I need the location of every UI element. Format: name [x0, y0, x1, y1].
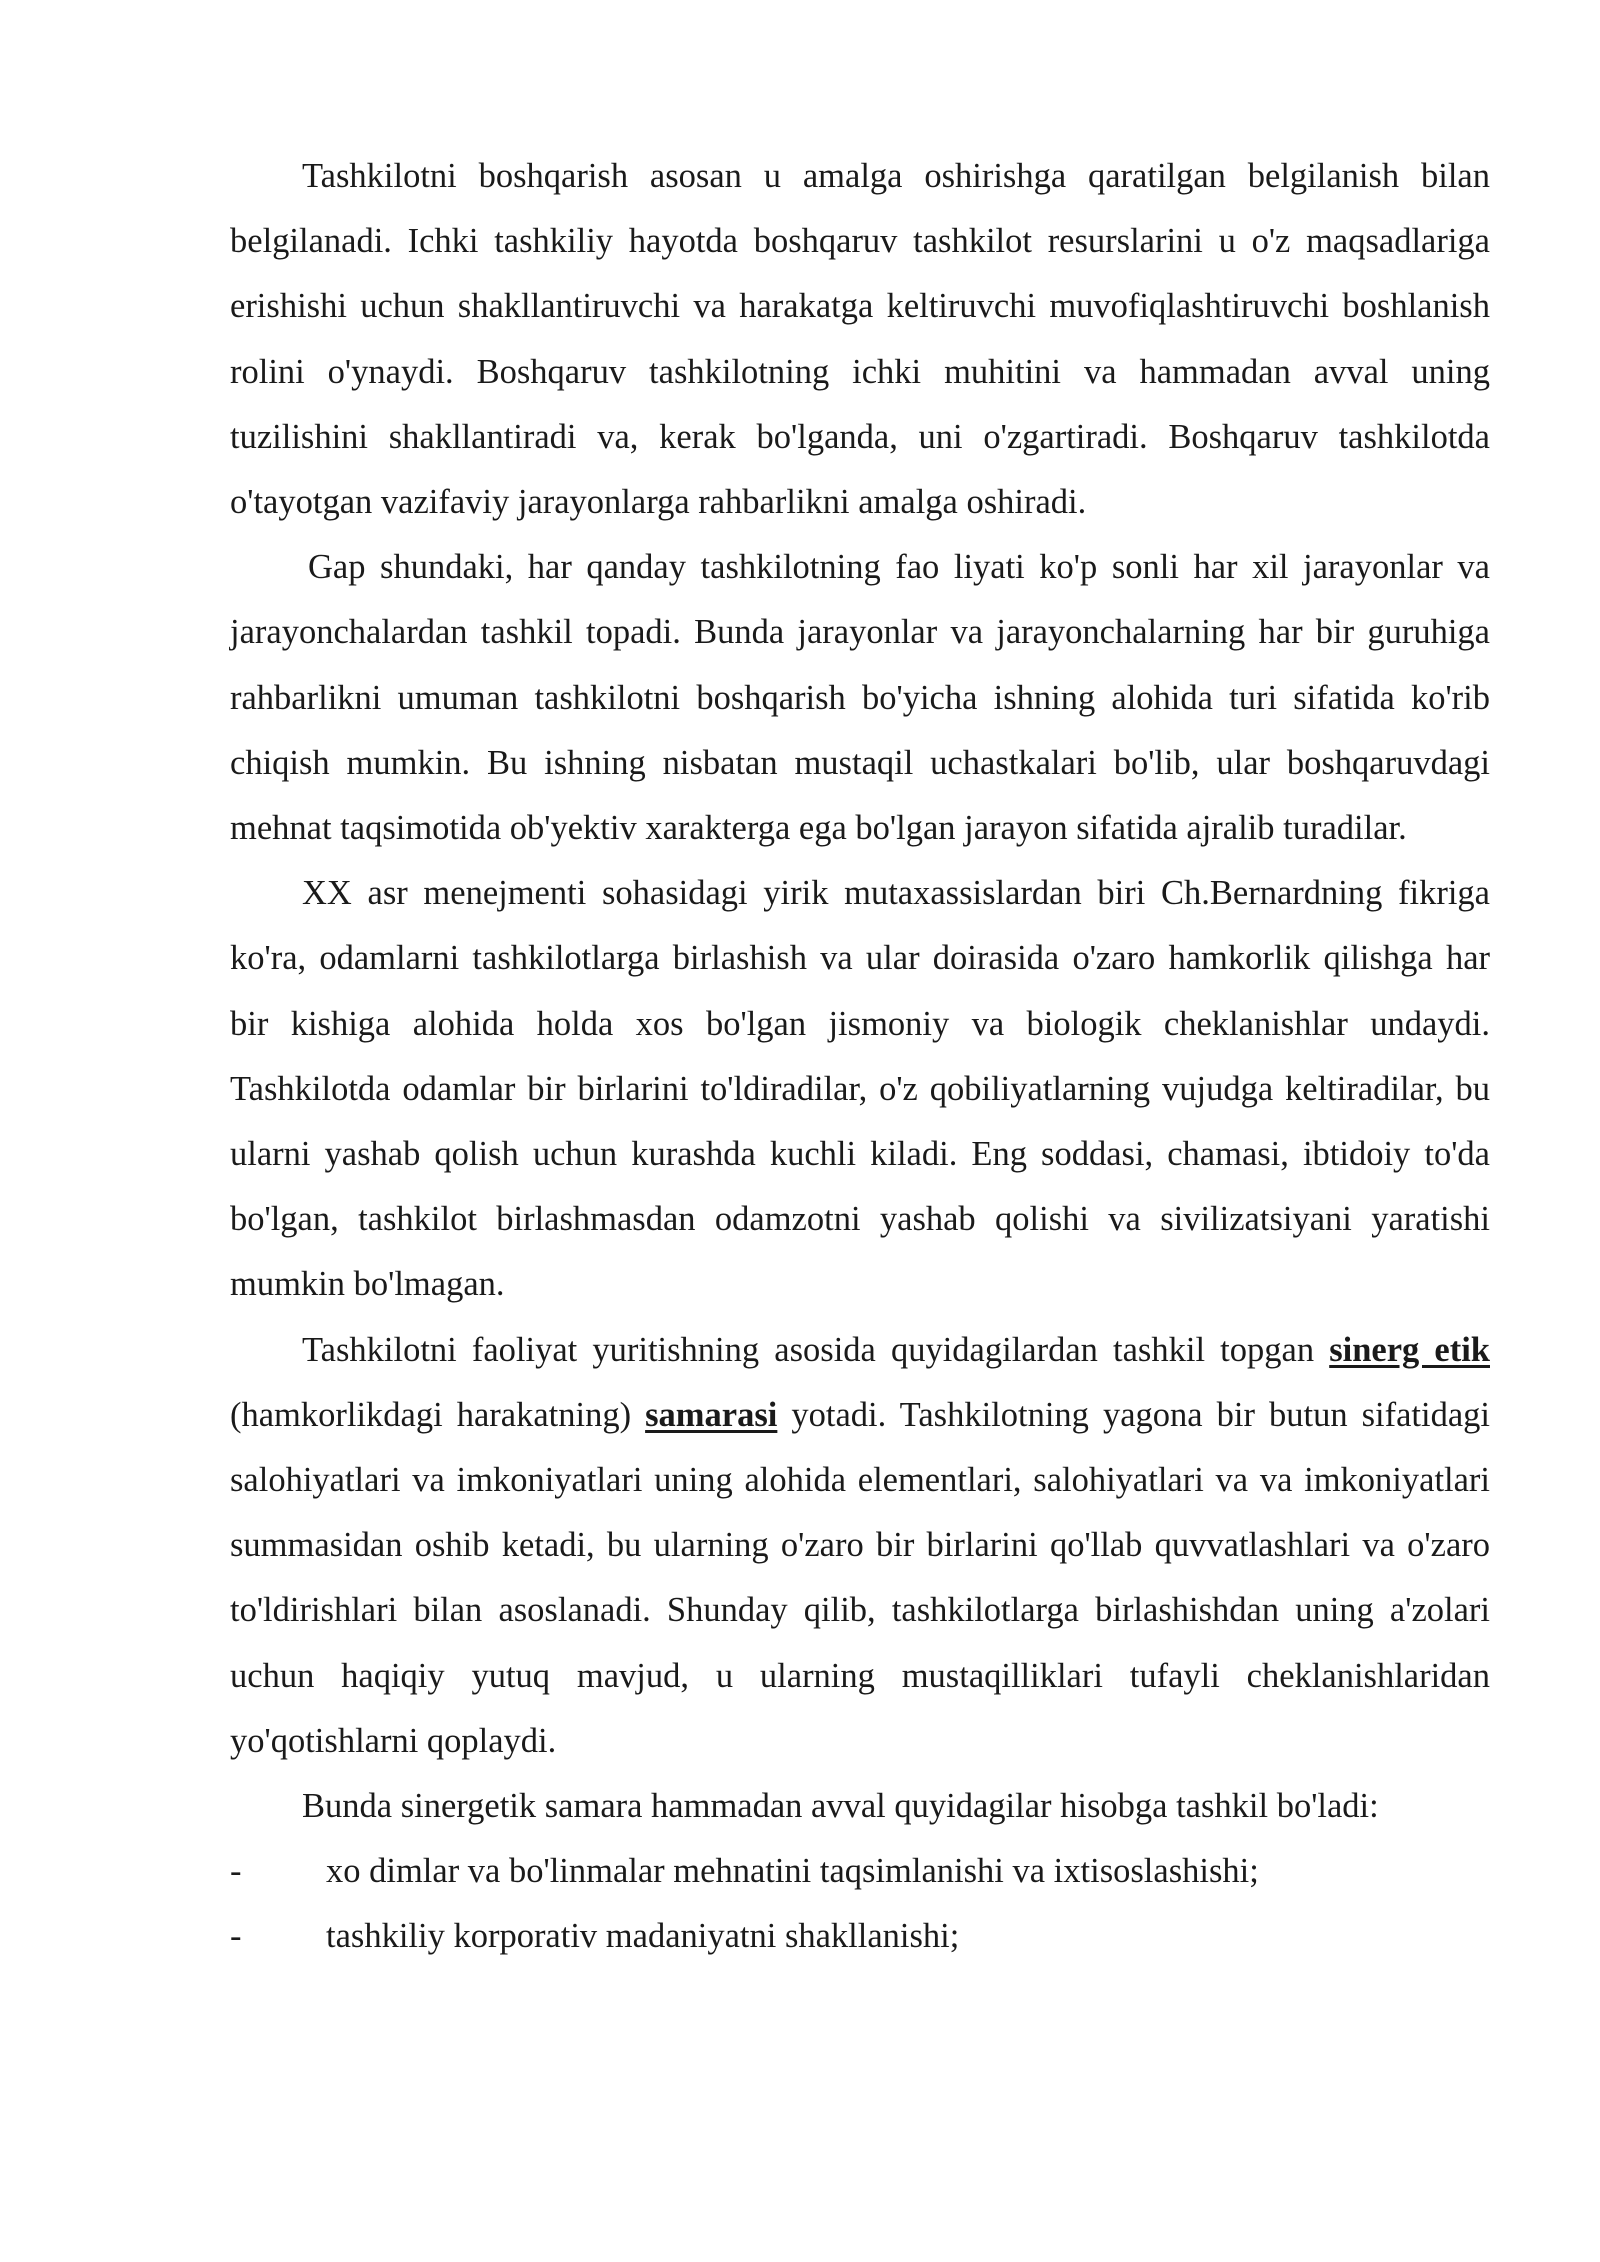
- list-item-text: tashkiliy korporativ madaniyatni shakllanishi;: [326, 1917, 960, 1956]
- list-item-text: xo dimlar va bo'linmalar mehnatini taqsimlanishi va ixtisoslashishi;: [326, 1852, 1259, 1891]
- list-item: [230, 1904, 1490, 1969]
- paragraph-processes: Gap shundaki, har qanday tashkilotning fao liyati ko'p sonli har xil jarayonlar va jarayonchalardan tashkil topadi. Bunda jarayonlar va jarayonchalarning har bir guruhiga rahbarlikni umuman tashkilotni boshqarish bo'yicha ishning alohida turi sifatida ko'rib chiqish mumkin. Bu ishning nisbatan mustaqil uchastkalari bo'lib, ular boshqaruvdagi mehnat taqsimotida ob'yektiv xarakterga ega bo'lgan jarayon sifatida ajralib turadilar.: [230, 548, 1490, 848]
- paragraph-bernard: XX asr menejmenti sohasidagi yirik mutaxassislardan biri Ch.Bernardning fikriga ko'ra, odamlarni tashkilotlarga birlashish va ular doirasida o'zaro hamkorlik qilishga har bir kishiga alohida holda xos bo'lgan jismoniy va biologik cheklanishlar undaydi. Tashkilotda odamlar bir birlarini to'ldiradilar, o'z qobiliyatlarning vujudga keltiradilar, bu ularni yashab qolish uchun kurashda kuchli kiladi. Eng soddasi, chamasi, ibtidoiy to'da bo'lgan, tashkilot birlashmasdan odamzotni yashab qolishi va sivilizatsiyani yaratishi mumkin bo'lmagan.: [230, 874, 1490, 1304]
- paragraph-synergy-sources: Bunda sinergetik samara hammadan avval quyidagilar hisobga tashkil bo'ladi:: [302, 1787, 1379, 1826]
- list-dash: -: [230, 1917, 242, 1956]
- paragraph-management-definition: Tashkilotni boshqarish asosan u amalga oshirishga qaratilgan belgilanish bilan belgilanadi. Ichki tashkiliy hayotda boshqaruv tashkilot resurslarini u o'z maqsadlariga erishishi uchun shakllantiruvchi va harakatga keltiruvchi muvofiqlashtiruvchi boshlanish rolini o'ynaydi. Boshqaruv tashkilotning ichki muhitini va hammadan avval uning tuzilishini shakllantiradi va, kerak bo'lganda, uni o'zgartiradi. Boshqaruv tashkilotda o'tayotgan vazifaviy jarayonlarga rahbarlikni amalga oshiradi.: [230, 157, 1490, 522]
- paragraph-synergy-text-3: yotadi. Tashkilotning yagona bir butun sifatidagi salohiyatlari va imkoniyatlari uning alohida elementlari, salohiyatlari va va imkoniyatlari summasidan oshib ketadi, bu ularning o'zaro bir birlarini qo'llab quvvatlashlari va o'zaro to'ldirishlari bilan asoslanadi. Shunday qilib, tashkilotlarga birlashishdan uning a'zolari uchun haqiqiy yutuq mavjud, u ularning mustaqilliklari tufayli cheklanishlaridan yo'qotishlarni qoplaydi.: [230, 1395, 1490, 1760]
- paragraph-synergy: [230, 1318, 1490, 1774]
- paragraph-synergy-text-2: (hamkorlikdagi harakatning): [230, 1395, 646, 1434]
- list-item: [230, 1839, 1490, 1904]
- sinergetik-link[interactable]: sinerg etik: [1329, 1330, 1490, 1369]
- document-body: [230, 144, 1490, 1970]
- paragraph-synergy-text-1: Tashkilotni faoliyat yuritishning asosida quyidagilardan tashkil topgan: [302, 1330, 1330, 1369]
- list-dash: -: [230, 1852, 242, 1891]
- samarasi-link[interactable]: samarasi: [645, 1395, 778, 1434]
